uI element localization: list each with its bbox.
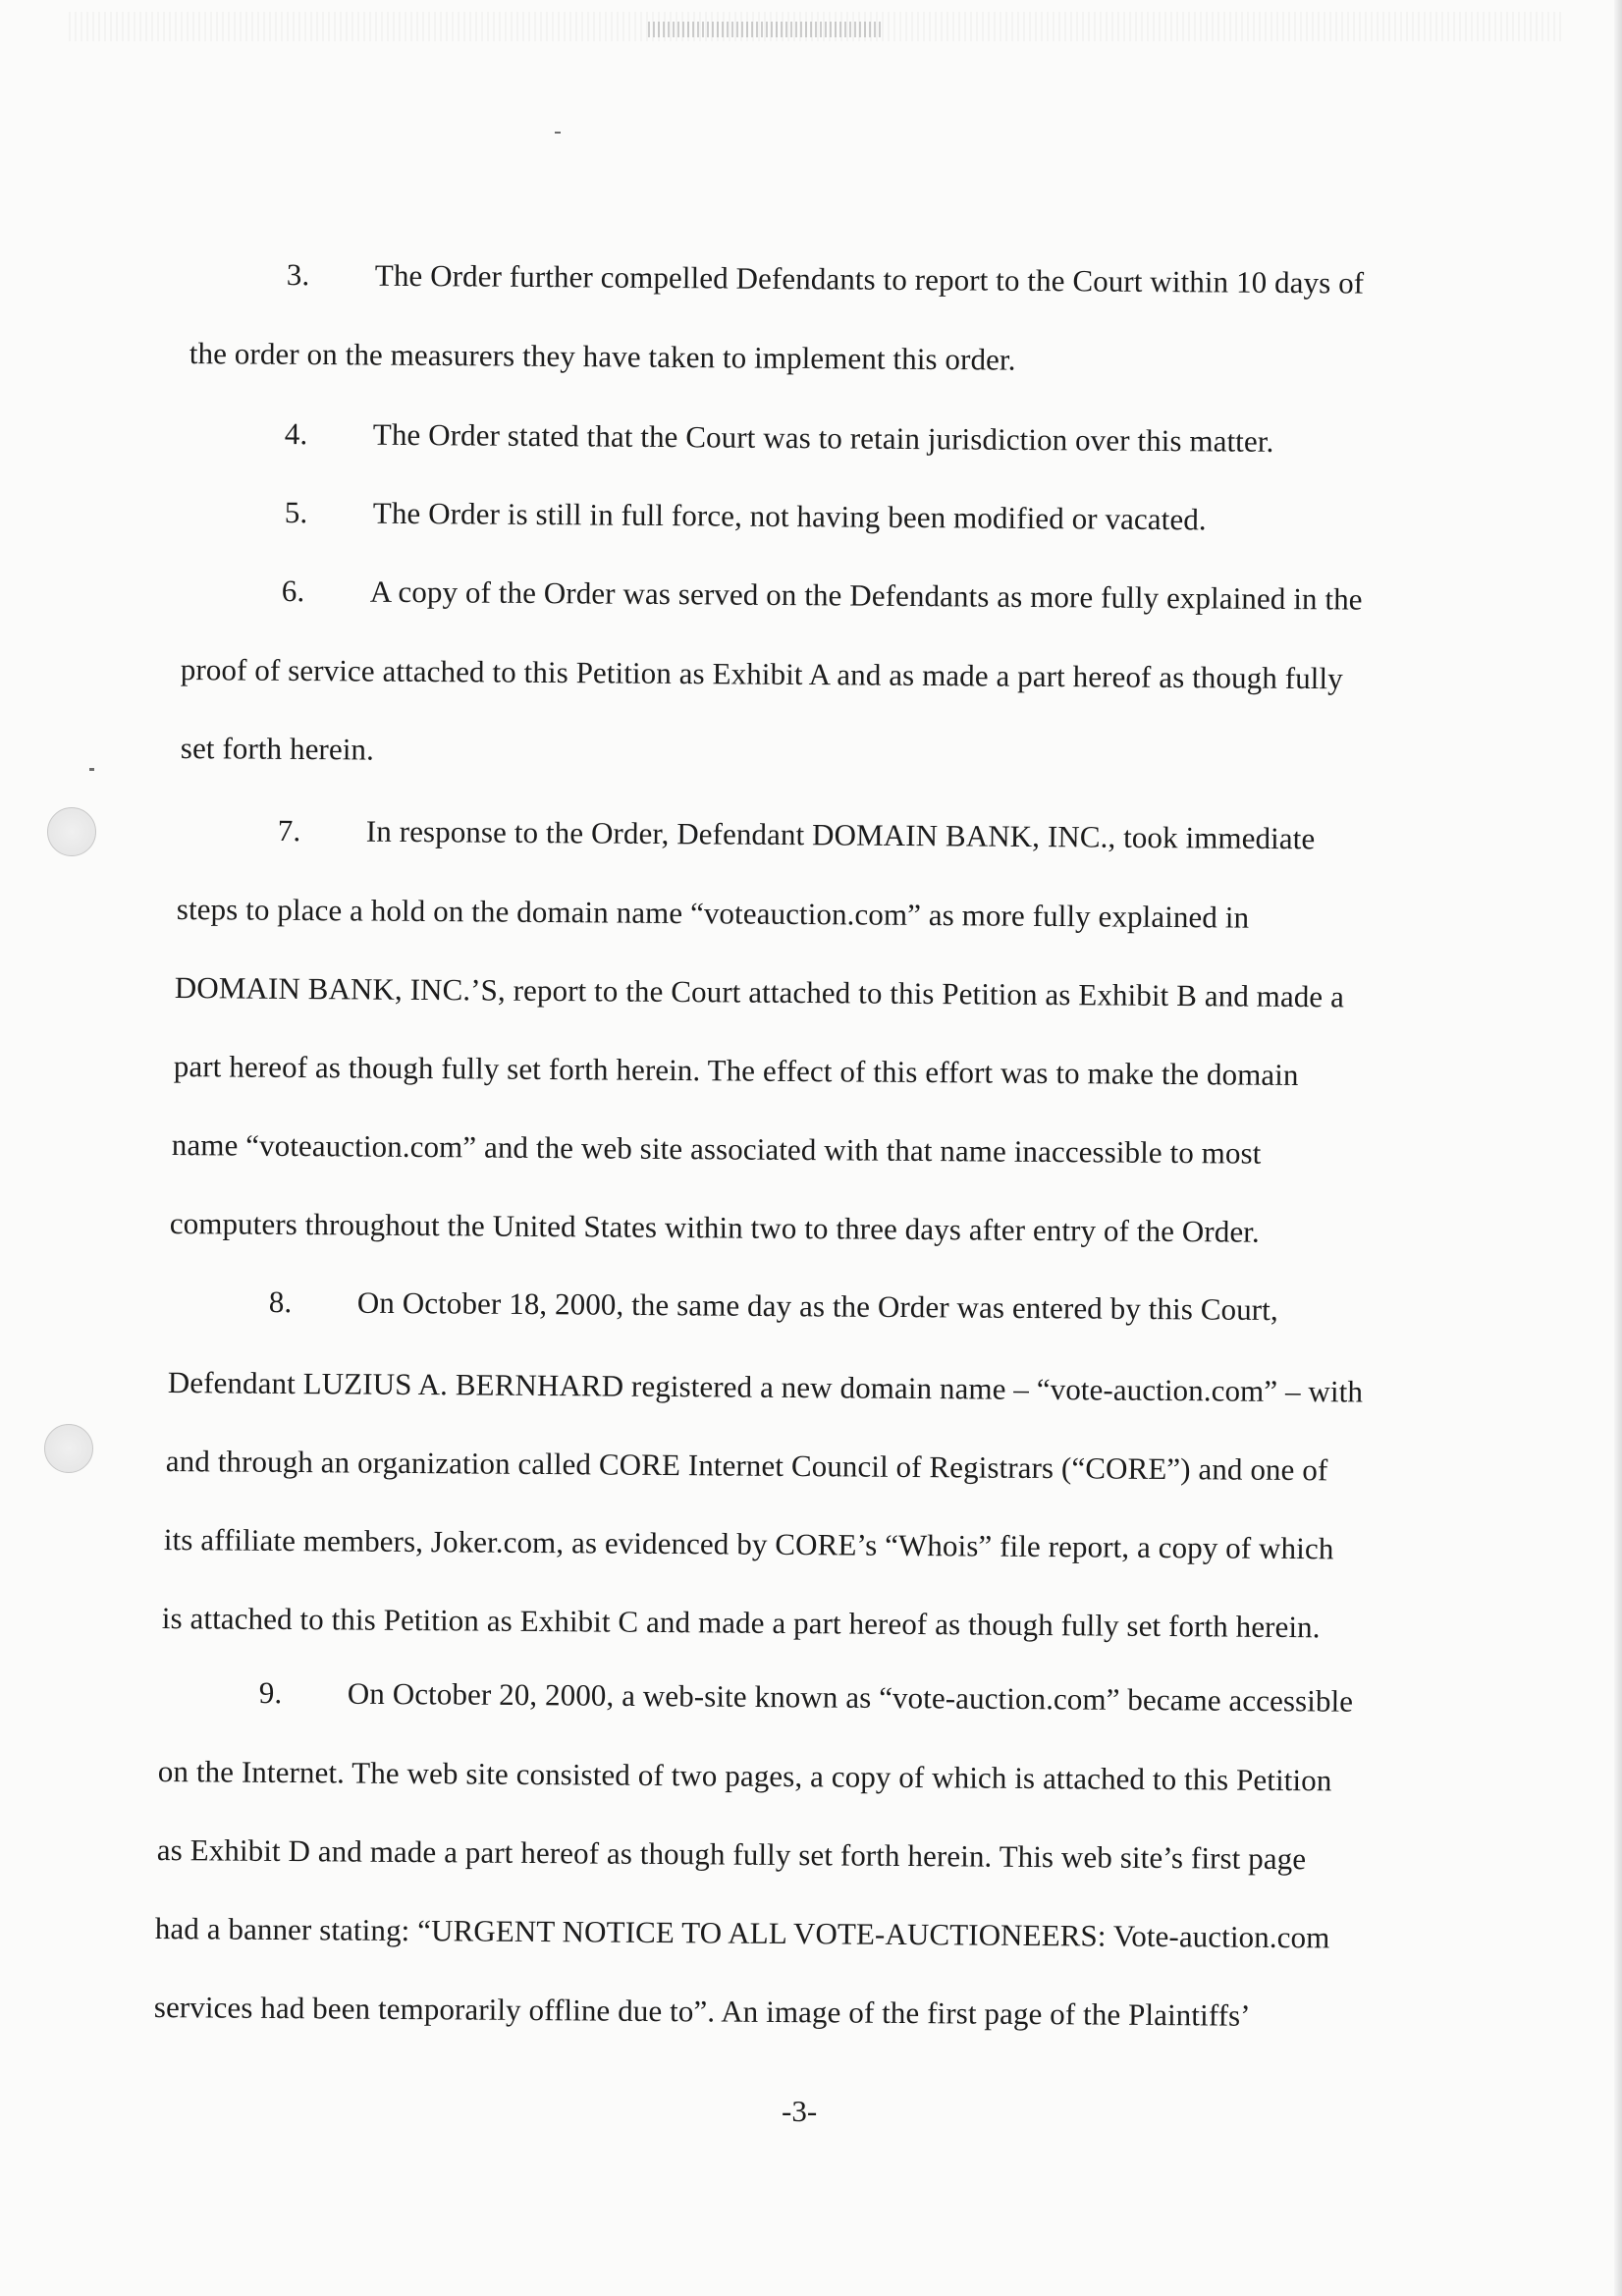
paragraph-text: On October 18, 2000, the same day as the Order was entered by this Court,: [356, 1285, 1278, 1328]
paragraph-number: 9.: [258, 1675, 283, 1711]
paragraph-text: In response to the Order, Defendant DOMAIN BANK, INC., took immediate: [365, 813, 1316, 856]
paragraph-text: The Order is still in full force, not having been modified or vacated.: [372, 495, 1207, 537]
paragraph-8-line-5: is attached to this Petition as Exhibit C and made a part hereof as though fully set forth herein.: [161, 1601, 1321, 1645]
paragraph-text: The Order stated that the Court was to retain jurisdiction over this matter.: [372, 416, 1274, 459]
paragraph-4-line-1: [285, 416, 1274, 460]
paragraph-9-line-5: services had been temporarily offline due to”. An image of the first page of the Plaintiffs’: [153, 1990, 1251, 2033]
paragraph-3-line-2: the order on the measurers they have taken to implement this order.: [189, 336, 1016, 377]
paragraph-number: 8.: [268, 1285, 293, 1320]
paragraph-7-line-5: name “voteauction.com” and the web site associated with that name inaccessible to most: [171, 1127, 1262, 1171]
paragraph-9-line-2: on the Internet. The web site consisted of two pages, a copy of which is attached to this Petition: [157, 1754, 1332, 1798]
paragraph-6-line-1: [282, 574, 1363, 618]
paragraph-text: The Order further compelled Defendants to report to the Court within 10 days of: [374, 257, 1365, 301]
paragraph-8-line-2: Defendant LUZIUS A. BERNHARD registered a new domain name – “vote-auction.com” – with: [167, 1365, 1364, 1409]
page-right-edge: [1614, 0, 1622, 2296]
paragraph-6-line-3: set forth herein.: [180, 731, 375, 767]
punch-hole-lower: [44, 1424, 93, 1473]
scan-mark: [555, 132, 561, 134]
paragraph-9-line-4: had a banner stating: “URGENT NOTICE TO ALL VOTE-AUCTIONEERS: Vote-auction.com: [154, 1911, 1330, 1955]
punch-hole-upper: [47, 807, 96, 856]
page-number: -3-: [782, 2094, 818, 2128]
paragraph-number: 4.: [284, 416, 308, 452]
paragraph-6-line-2: proof of service attached to this Petition as Exhibit A and as made a part hereof as though fully: [180, 652, 1343, 696]
scan-artifact-top-dark: [648, 22, 884, 37]
paragraph-7-line-4: part hereof as though fully set forth herein. The effect of this effort was to make the domain: [173, 1049, 1299, 1092]
paragraph-8-line-3: and through an organization called CORE Internet Council of Registrars (“CORE”) and one of: [165, 1444, 1328, 1488]
paragraph-3-line-1: [287, 257, 1365, 301]
paragraph-text: A copy of the Order was served on the Defendants as more fully explained in the: [369, 574, 1363, 617]
paragraph-7-line-3: DOMAIN BANK, INC.’S, report to the Court attached to this Petition as Exhibit B and made a: [174, 970, 1345, 1014]
paragraph-number: 5.: [284, 495, 308, 530]
paragraph-5-line-1: [285, 495, 1207, 537]
paragraph-9-line-1: [259, 1675, 1354, 1720]
paragraph-8-line-4: its affiliate members, Joker.com, as evidenced by CORE’s “Whois” file report, a copy of which: [163, 1522, 1334, 1566]
paragraph-7-line-6: computers throughout the United States within two to three days after entry of the Order.: [169, 1206, 1260, 1249]
paragraph-9-line-3: as Exhibit D and made a part hereof as though fully set forth herein. This web site’s first page: [156, 1832, 1307, 1877]
paragraph-text: On October 20, 2000, a web-site known as “vote-auction.com” became accessible: [347, 1675, 1354, 1719]
paragraph-7-line-1: [278, 813, 1316, 856]
paragraph-8-line-1: [269, 1285, 1278, 1328]
paragraph-number: 3.: [286, 257, 310, 293]
paragraph-number: 6.: [281, 574, 305, 609]
paragraph-7-line-2: steps to place a hold on the domain name “voteauction.com” as more fully explained in: [176, 892, 1250, 935]
paragraph-number: 7.: [277, 813, 301, 848]
scan-mark: [89, 768, 94, 771]
